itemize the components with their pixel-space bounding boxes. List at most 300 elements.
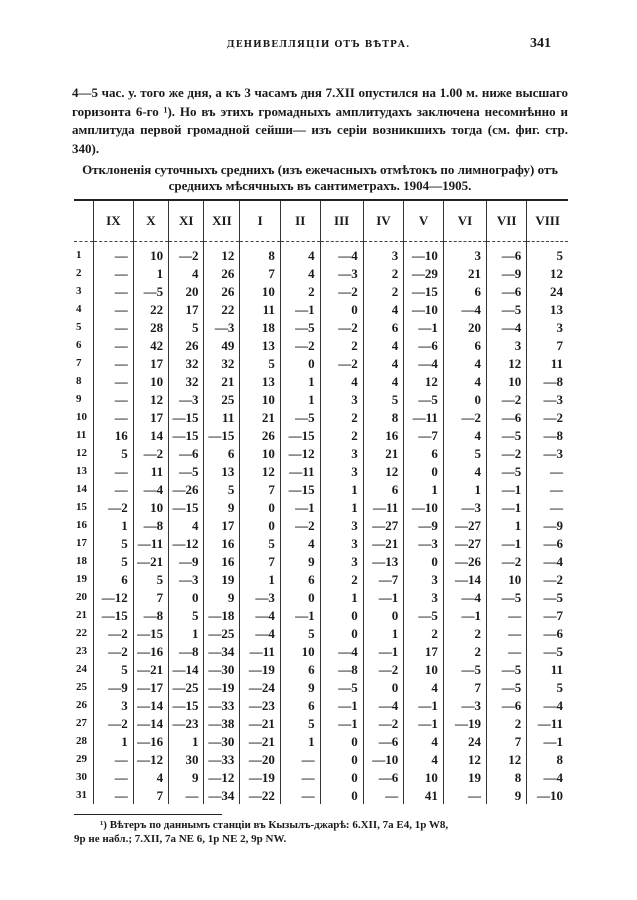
table-cell: 21 (240, 408, 281, 426)
table-cell: 0 (320, 606, 363, 624)
footnote (74, 818, 568, 846)
table-cell: —1 (404, 696, 444, 714)
table-cell: 28 (133, 318, 168, 336)
table-cell: 0 (320, 300, 363, 318)
table-cell: —1 (487, 534, 527, 552)
table-cell: —9 (527, 516, 568, 534)
table-row (74, 336, 568, 354)
table-cell: 0 (320, 732, 363, 750)
table-cell: 3 (363, 242, 404, 265)
table-cell: 10 (280, 642, 320, 660)
table-cell: 5 (280, 624, 320, 642)
table-cell: —8 (169, 642, 204, 660)
table-cell: 4 (404, 750, 444, 768)
table-cell: —15 (133, 624, 168, 642)
table-row (74, 714, 568, 732)
table-cell: —14 (133, 714, 168, 732)
table-header-row (74, 200, 568, 242)
table-cell: 10 (240, 282, 281, 300)
table-row (74, 498, 568, 516)
table-cell: 0 (240, 498, 281, 516)
table-cell: —26 (443, 552, 486, 570)
table-cell: 1 (133, 264, 168, 282)
table-cell: —5 (487, 462, 527, 480)
table-cell: 24 (443, 732, 486, 750)
table-cell: 20 (443, 318, 486, 336)
table-cell: 3 (404, 570, 444, 588)
table-cell: 6 (280, 570, 320, 588)
table-cell: —3 (443, 498, 486, 516)
table-cell: —3 (404, 534, 444, 552)
table-cell: 1 (280, 372, 320, 390)
table-cell: 10 (133, 372, 168, 390)
table-cell: —16 (133, 732, 168, 750)
table-cell: 2 (487, 714, 527, 732)
table-row (74, 390, 568, 408)
table-row (74, 516, 568, 534)
table-cell: —2 (94, 642, 134, 660)
table-cell: 4 (280, 242, 320, 265)
table-cell: —11 (280, 462, 320, 480)
table-cell: — (280, 786, 320, 804)
table-cell: 12 (443, 750, 486, 768)
table-caption: Отклоненія суточныхъ среднихъ (изъ ежечасныхъ отмѣтокъ по лимнографу) отъ среднихъ мѣсячныхъ въ сантиметрахъ. 1904—1905. (82, 162, 558, 193)
table-cell: —27 (363, 516, 404, 534)
table-cell: — (94, 462, 134, 480)
table-cell: 1 (280, 732, 320, 750)
table-cell: 5 (133, 570, 168, 588)
footnote-line-2: 9p не набл.; 7.XII, 7a NE 6, 1p NE 2, 9p NW. (74, 833, 287, 845)
table-cell: 49 (204, 336, 240, 354)
table-cell: 3 (320, 534, 363, 552)
table-cell: 17 (404, 642, 444, 660)
table-cell: —6 (487, 408, 527, 426)
day-number: 5 (76, 320, 82, 333)
table-cell: 7 (240, 480, 281, 498)
table-cell: — (94, 390, 134, 408)
table-cell: —6 (527, 624, 568, 642)
table-cell: —38 (204, 714, 240, 732)
table-cell: —1 (280, 498, 320, 516)
table-cell: 11 (133, 462, 168, 480)
table-cell: —21 (240, 732, 281, 750)
header-month: V (404, 200, 444, 242)
table-cell: — (363, 786, 404, 804)
table-row (74, 642, 568, 660)
table-cell: —1 (320, 714, 363, 732)
table-cell: —8 (527, 372, 568, 390)
table-cell: —15 (404, 282, 444, 300)
header-month: I (240, 200, 281, 242)
table-row (74, 588, 568, 606)
table-cell: —17 (133, 678, 168, 696)
table-cell: 22 (204, 300, 240, 318)
table-cell: —9 (169, 552, 204, 570)
table-cell: 8 (487, 768, 527, 786)
table-cell: —8 (133, 606, 168, 624)
table-cell: —12 (280, 444, 320, 462)
table-cell: —5 (527, 588, 568, 606)
table-cell: 9 (204, 588, 240, 606)
table-cell: —2 (280, 336, 320, 354)
table-cell: 10 (133, 242, 168, 265)
table-cell: —15 (94, 606, 134, 624)
table-row (74, 408, 568, 426)
day-number: 19 (76, 572, 87, 585)
table-row (74, 426, 568, 444)
day-number: 29 (76, 752, 87, 765)
table-cell: —2 (320, 354, 363, 372)
table-cell: 9 (204, 498, 240, 516)
table-cell: 5 (240, 534, 281, 552)
table-cell: 17 (133, 354, 168, 372)
table-cell: —4 (320, 642, 363, 660)
header-month: IV (363, 200, 404, 242)
table-cell: —9 (404, 516, 444, 534)
table-cell: 3 (487, 336, 527, 354)
table-cell: 6 (363, 318, 404, 336)
table-cell: 2 (443, 624, 486, 642)
day-number: 3 (76, 284, 82, 297)
table-cell: —4 (240, 606, 281, 624)
table-cell: —1 (487, 498, 527, 516)
table-cell: 17 (169, 300, 204, 318)
table-cell: —2 (527, 408, 568, 426)
table-cell: —15 (204, 426, 240, 444)
table-cell: — (527, 462, 568, 480)
table-row (74, 696, 568, 714)
table-cell: —5 (487, 660, 527, 678)
table-cell: 20 (169, 282, 204, 300)
table-cell: —12 (204, 768, 240, 786)
table-cell: 2 (320, 408, 363, 426)
table-cell: 21 (363, 444, 404, 462)
header-month: VII (487, 200, 527, 242)
table-cell: —2 (320, 282, 363, 300)
table-cell: 10 (487, 372, 527, 390)
table-cell: — (94, 786, 134, 804)
table-cell: 4 (320, 372, 363, 390)
table-cell: 12 (204, 242, 240, 265)
table-cell: 16 (204, 552, 240, 570)
table-body (74, 242, 568, 805)
table-cell: 13 (240, 372, 281, 390)
table-cell: 12 (487, 750, 527, 768)
table-cell: —4 (404, 354, 444, 372)
table-cell: 9 (487, 786, 527, 804)
day-number: 22 (76, 626, 87, 639)
table-cell: 30 (169, 750, 204, 768)
table-cell: 8 (363, 408, 404, 426)
table-cell: 11 (204, 408, 240, 426)
table-cell: 4 (363, 300, 404, 318)
table-cell: —10 (404, 300, 444, 318)
table-cell: 1 (320, 588, 363, 606)
table-cell: —6 (404, 336, 444, 354)
table-cell: —10 (404, 498, 444, 516)
table-cell: 13 (240, 336, 281, 354)
table-cell: 11 (527, 354, 568, 372)
table-cell: —1 (487, 480, 527, 498)
day-number: 2 (76, 266, 82, 279)
header-month: XII (204, 200, 240, 242)
day-number: 24 (76, 662, 87, 675)
day-number: 30 (76, 770, 87, 783)
table-cell: —1 (280, 300, 320, 318)
table-cell: 3 (443, 242, 486, 265)
table-cell: — (487, 624, 527, 642)
table-cell: 21 (443, 264, 486, 282)
table-cell: —7 (404, 426, 444, 444)
table-cell: —5 (487, 678, 527, 696)
table-cell: 1 (169, 624, 204, 642)
table-cell: — (94, 372, 134, 390)
day-number: 31 (76, 788, 87, 801)
table-cell: — (94, 354, 134, 372)
table-cell: — (169, 786, 204, 804)
table-cell: —3 (240, 588, 281, 606)
table-cell: 1 (94, 732, 134, 750)
table-cell: 4 (363, 372, 404, 390)
table-cell: 5 (280, 714, 320, 732)
table-cell: —3 (169, 390, 204, 408)
table-cell: —14 (169, 660, 204, 678)
table-cell: 2 (363, 264, 404, 282)
table-cell: 21 (204, 372, 240, 390)
table-cell: 0 (320, 768, 363, 786)
table-cell: 5 (94, 444, 134, 462)
table-cell: 7 (527, 336, 568, 354)
table-cell: 4 (169, 264, 204, 282)
footnote-divider (74, 814, 222, 815)
table-cell: —1 (527, 732, 568, 750)
day-number: 10 (76, 410, 87, 423)
day-number: 15 (76, 500, 87, 513)
table-cell: 0 (320, 624, 363, 642)
table-cell: —33 (204, 750, 240, 768)
table-cell: 10 (133, 498, 168, 516)
table-cell: —5 (169, 462, 204, 480)
table-cell: —21 (133, 552, 168, 570)
table-cell: —33 (204, 696, 240, 714)
table-cell: —29 (404, 264, 444, 282)
table-cell: —2 (443, 408, 486, 426)
table-cell: 4 (363, 336, 404, 354)
table-cell: 4 (404, 678, 444, 696)
table-cell: 12 (487, 354, 527, 372)
table-cell: 0 (320, 750, 363, 768)
table-cell: 5 (363, 390, 404, 408)
table-cell: — (487, 606, 527, 624)
day-number: 1 (76, 248, 82, 261)
table-cell: —11 (133, 534, 168, 552)
table-cell: 1 (280, 390, 320, 408)
table-cell: —3 (527, 390, 568, 408)
table-cell: —1 (404, 714, 444, 732)
running-title: ДЕНИВЕЛЛЯЦІИ ОТЪ ВѢТРА. (226, 40, 411, 50)
table-row (74, 552, 568, 570)
header-month: VI (443, 200, 486, 242)
table-cell: 0 (280, 354, 320, 372)
table-row (74, 318, 568, 336)
day-number: 14 (76, 482, 87, 495)
table-row (74, 768, 568, 786)
table-cell: — (94, 750, 134, 768)
day-number: 20 (76, 590, 87, 603)
day-number: 28 (76, 734, 87, 747)
table-cell: — (280, 750, 320, 768)
table-cell: 25 (204, 390, 240, 408)
table-cell: —2 (169, 242, 204, 265)
table-cell: 8 (240, 242, 281, 265)
table-cell: 10 (240, 444, 281, 462)
table-cell: —2 (527, 570, 568, 588)
table-cell: —1 (363, 588, 404, 606)
table-row (74, 444, 568, 462)
table-cell: —8 (527, 426, 568, 444)
table-cell: —12 (133, 750, 168, 768)
table-cell: 1 (487, 516, 527, 534)
table-cell: 24 (527, 282, 568, 300)
table-cell: —25 (204, 624, 240, 642)
table-cell: 1 (169, 732, 204, 750)
table-cell: 1 (240, 570, 281, 588)
header-day (74, 200, 94, 242)
table-cell: 16 (94, 426, 134, 444)
table-cell: —5 (404, 390, 444, 408)
table-cell: —4 (443, 588, 486, 606)
table-cell: —2 (133, 444, 168, 462)
table-cell: — (94, 300, 134, 318)
table-cell: 1 (320, 480, 363, 498)
table-cell: 5 (527, 678, 568, 696)
table-cell: 2 (320, 336, 363, 354)
table-cell: —11 (363, 498, 404, 516)
table-cell: —26 (169, 480, 204, 498)
table-cell: 0 (363, 678, 404, 696)
table-cell: 18 (240, 318, 281, 336)
table-cell: 6 (443, 336, 486, 354)
table-cell: —23 (240, 696, 281, 714)
table-cell: —9 (487, 264, 527, 282)
table-cell: 7 (133, 588, 168, 606)
table-cell: 12 (133, 390, 168, 408)
table-cell: —5 (527, 642, 568, 660)
table-cell: 26 (204, 282, 240, 300)
table-cell: 6 (94, 570, 134, 588)
table-cell: —19 (240, 660, 281, 678)
table-cell: 4 (404, 732, 444, 750)
table-cell: —4 (443, 300, 486, 318)
table-cell: 10 (487, 570, 527, 588)
table-row (74, 786, 568, 804)
table-cell: —5 (133, 282, 168, 300)
table-cell: —5 (487, 588, 527, 606)
table-cell: 0 (443, 390, 486, 408)
table-cell: —15 (169, 498, 204, 516)
table-cell: 19 (204, 570, 240, 588)
table-cell: —4 (487, 318, 527, 336)
table-cell: 42 (133, 336, 168, 354)
table-cell: 3 (320, 390, 363, 408)
day-number: 9 (76, 392, 82, 405)
day-number: 8 (76, 374, 82, 387)
table-cell: —2 (363, 714, 404, 732)
table-cell: 0 (404, 462, 444, 480)
table-cell: —25 (169, 678, 204, 696)
day-number: 27 (76, 716, 87, 729)
table-cell: 7 (487, 732, 527, 750)
table-row (74, 264, 568, 282)
table-row (74, 732, 568, 750)
table-cell: —4 (527, 552, 568, 570)
table-cell: 4 (443, 462, 486, 480)
day-number: 13 (76, 464, 87, 477)
table-cell: —3 (169, 570, 204, 588)
table-cell: —12 (169, 534, 204, 552)
day-number: 6 (76, 338, 82, 351)
table-cell: —5 (487, 426, 527, 444)
table-cell: —3 (320, 264, 363, 282)
table-cell: 13 (527, 300, 568, 318)
table-cell: 0 (169, 588, 204, 606)
table-cell: 10 (240, 390, 281, 408)
table-cell: 4 (443, 426, 486, 444)
table-cell: —1 (443, 606, 486, 624)
table-cell: 10 (404, 660, 444, 678)
table-cell: 6 (404, 444, 444, 462)
table-cell: 32 (204, 354, 240, 372)
day-number: 16 (76, 518, 87, 531)
table-cell: —13 (363, 552, 404, 570)
table-cell: 2 (320, 426, 363, 444)
table-cell: —2 (363, 660, 404, 678)
table-cell: 26 (240, 426, 281, 444)
table-cell: 2 (443, 642, 486, 660)
table-cell: 4 (443, 354, 486, 372)
body-paragraph: 4—5 час. у. того же дня, а къ 3 часамъ дня 7.XII опустился на 1.00 м. ниже высшаго горизонта 6-го ¹). Но въ этихъ громадныхъ амплитудахъ заключена несомнѣнно и амплитуда первой громадной сейши— изъ серіи возникшихъ тогда (см. фиг. стр. 340). (72, 85, 568, 156)
table-cell: 6 (280, 660, 320, 678)
table-cell: — (94, 318, 134, 336)
table-cell: — (94, 264, 134, 282)
table-cell: — (487, 642, 527, 660)
table-cell: 5 (527, 242, 568, 265)
table-row (74, 354, 568, 372)
table-cell: 10 (404, 768, 444, 786)
table-cell: —4 (363, 696, 404, 714)
table-cell: 3 (320, 462, 363, 480)
table-cell: 12 (240, 462, 281, 480)
table-cell: —4 (133, 480, 168, 498)
table-cell: —15 (280, 480, 320, 498)
table-cell: —15 (280, 426, 320, 444)
table-cell: — (94, 408, 134, 426)
table-cell: 6 (443, 282, 486, 300)
table-cell: 2 (404, 624, 444, 642)
table-cell: —5 (443, 660, 486, 678)
table-cell: —22 (240, 786, 281, 804)
table-cell: 7 (443, 678, 486, 696)
table-cell: —16 (133, 642, 168, 660)
table-row (74, 372, 568, 390)
table-row (74, 282, 568, 300)
table-cell: 6 (280, 696, 320, 714)
table-cell: —1 (320, 696, 363, 714)
table-cell: —5 (487, 300, 527, 318)
table-row (74, 462, 568, 480)
table-cell: —6 (363, 732, 404, 750)
table-cell: 11 (240, 300, 281, 318)
